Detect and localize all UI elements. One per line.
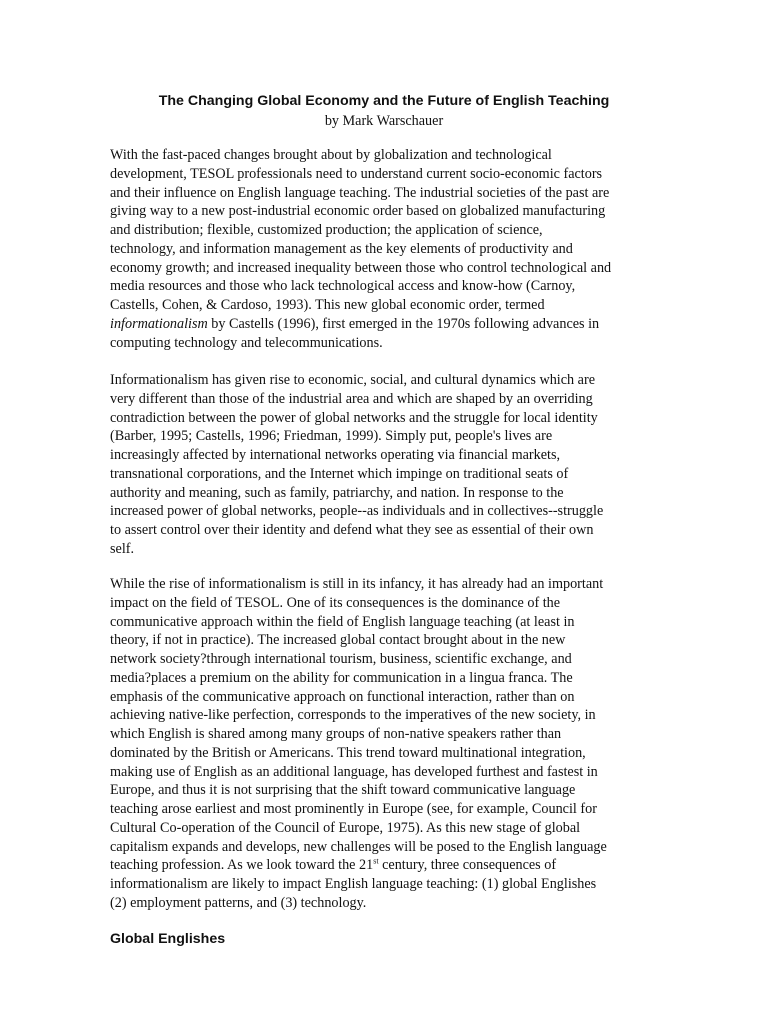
paragraph-line: giving way to a new post-industrial economic order based on globalized manufacturing [110,203,606,220]
paragraph-line: technology, and information management as the key elements of productivity and [110,240,573,257]
document-author: by Mark Warschauer [324,113,444,129]
paragraph-line: computing technology and telecommunications. [110,334,383,351]
paragraph-line: authority and meaning, such as family, patriarchy, and nation. In response to the [110,484,564,501]
paragraph-line: capitalism expands and develops, new challenges will be posed to the English language [110,838,607,855]
paragraph-line: communicative approach within the field of English language teaching (at least in [110,613,575,630]
section-heading-global-englishes: Global Englishes [110,931,226,947]
paragraph-line: and distribution; flexible, customized production; the application of science, [110,222,543,238]
paragraph-informationalism-dynamics [110,371,670,559]
paragraph-line: Cultural Co-operation of the Council of Europe, 1975). As this new stage of global [110,819,581,836]
paragraph-line: (2) employment patterns, and (3) technology. [110,894,367,911]
paragraph-line: self. [110,540,135,557]
paragraph-line: and their influence on English language teaching. The industrial societies of the past are [110,184,610,201]
paragraph-line: economy growth; and increased inequality between those who control technological and [110,259,612,276]
paragraph-line: very different than those of the industrial area and which are shaped by an overriding [110,390,593,407]
paragraph-line: impact on the field of TESOL. One of its consequences is the dominance of the [110,594,561,611]
paragraph-line: theory, if not in practice). The increased global contact brought about in the new [110,632,566,649]
paragraph-line: Europe, and thus it is not surprising that the shift toward communicative language [110,782,576,799]
paragraph-line: contradiction between the power of global networks and the struggle for local identity [110,409,598,426]
paragraph-line: increased power of global networks, people--as individuals and in collectives--struggle [110,503,604,520]
line-text: century, three consequences of [378,857,557,874]
line-text: teaching profession. As we look toward the 21 [110,857,374,874]
document-title: The Changing Global Economy and the Future of English Teaching [158,93,610,109]
paragraph-line: achieving native-like perfection, corresponds to the imperatives of the new society, in [110,707,596,724]
paragraph-line: to assert control over their identity and defend what they see as essential of their own [110,522,594,538]
paragraph-line: transnational corporations, and the Internet which impinge on traditional seats of [110,465,569,482]
paragraph-globalization-intro [110,146,670,352]
paragraph-line: (Barber, 1995; Castells, 1996; Friedman, 1999). Simply put, people's lives are [110,428,553,445]
paragraph-line: network society?through international tourism, business, scientific exchange, and [110,651,572,667]
paragraph-line: emphasis of the communicative approach on functional interaction, rather than on [110,688,575,705]
paragraph-line: making use of English as an additional language, has developed furthest and fastest in [110,763,598,780]
paragraph-line: informationalism are likely to impact English language teaching: (1) global Englishes [110,876,597,892]
paragraph-line: increasingly affected by international networks operating via financial markets, [110,447,561,463]
paragraph-line: teaching arose earliest and most prominently in Europe (see, for example, Council for [110,801,597,817]
paragraph-line: Informationalism has given rise to economic, social, and cultural dynamics which are [110,372,595,388]
paragraph-line: With the fast-paced changes brought about by globalization and technological [110,147,552,163]
ordinal-superscript: st [373,856,379,866]
paragraph-line: media resources and those who lack technological access and know-how (Carnoy, [110,278,576,295]
paragraph-line: media?places a premium on the ability for communication in a lingua franca. The [110,669,573,686]
paragraph-tesol-impact [110,575,670,913]
paragraph-line [110,856,670,875]
line-text: by Castells (1996), first emerged in the 1970s following advances in [207,315,600,332]
paragraph-line: which English is shared among many groups of non-native speakers rather than [110,726,562,742]
italic-term: informationalism [110,315,208,332]
paragraph-line: dominated by the British or Americans. This trend toward multinational integration, [110,744,586,761]
paragraph-line: While the rise of informationalism is still in its infancy, it has already had an important [110,576,604,592]
paragraph-line: Castells, Cohen, & Cardoso, 1993). This new global economic order, termed [110,297,545,313]
paragraph-line [110,315,670,334]
paragraph-line: development, TESOL professionals need to understand current socio-economic factors [110,165,603,182]
